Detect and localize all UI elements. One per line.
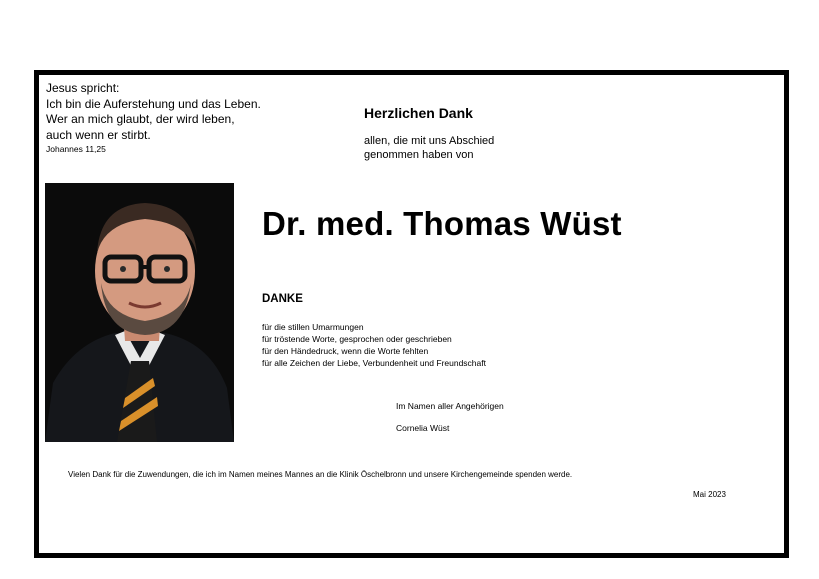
signature-name: Cornelia Wüst xyxy=(396,423,450,433)
thanks-subtitle xyxy=(364,134,564,162)
quote-line: Jesus spricht: xyxy=(46,81,120,95)
bible-quote xyxy=(46,81,261,155)
thanks-subtitle-line: allen, die mit uns Abschied xyxy=(364,135,495,147)
portrait-illustration xyxy=(45,183,234,442)
danke-line: für die stillen Umarmungen xyxy=(262,322,364,332)
quote-line: Wer an mich glaubt, der wird leben, xyxy=(46,112,235,126)
thanks-subtitle-line: genommen haben von xyxy=(364,149,474,161)
danke-line: für alle Zeichen der Liebe, Verbundenheit und Freundschaft xyxy=(262,358,486,368)
danke-line: für tröstende Worte, gesprochen oder geschrieben xyxy=(262,334,452,344)
quote-reference: Johannes 11,25 xyxy=(46,144,106,154)
danke-heading: DANKE xyxy=(262,293,303,305)
quote-line: Ich bin die Auferstehung und das Leben. xyxy=(46,96,261,111)
notice-date: Mai 2023 xyxy=(693,490,726,499)
quote-line: auch wenn er stirbt. xyxy=(46,127,151,142)
thanks-title: Herzlichen Dank xyxy=(364,105,473,121)
donation-note: Vielen Dank für die Zuwendungen, die ich im Namen meines Mannes an die Klinik Öschelbronn und unsere Kirchengemeinde spenden werde. xyxy=(68,470,573,479)
danke-line: für den Händedruck, wenn die Worte fehlten xyxy=(262,346,429,356)
danke-lines xyxy=(262,321,486,369)
deceased-name: Dr. med. Thomas Wüst xyxy=(262,205,622,242)
portrait-photo xyxy=(45,183,234,442)
signature-line-family: Im Namen aller Angehörigen xyxy=(396,401,504,411)
